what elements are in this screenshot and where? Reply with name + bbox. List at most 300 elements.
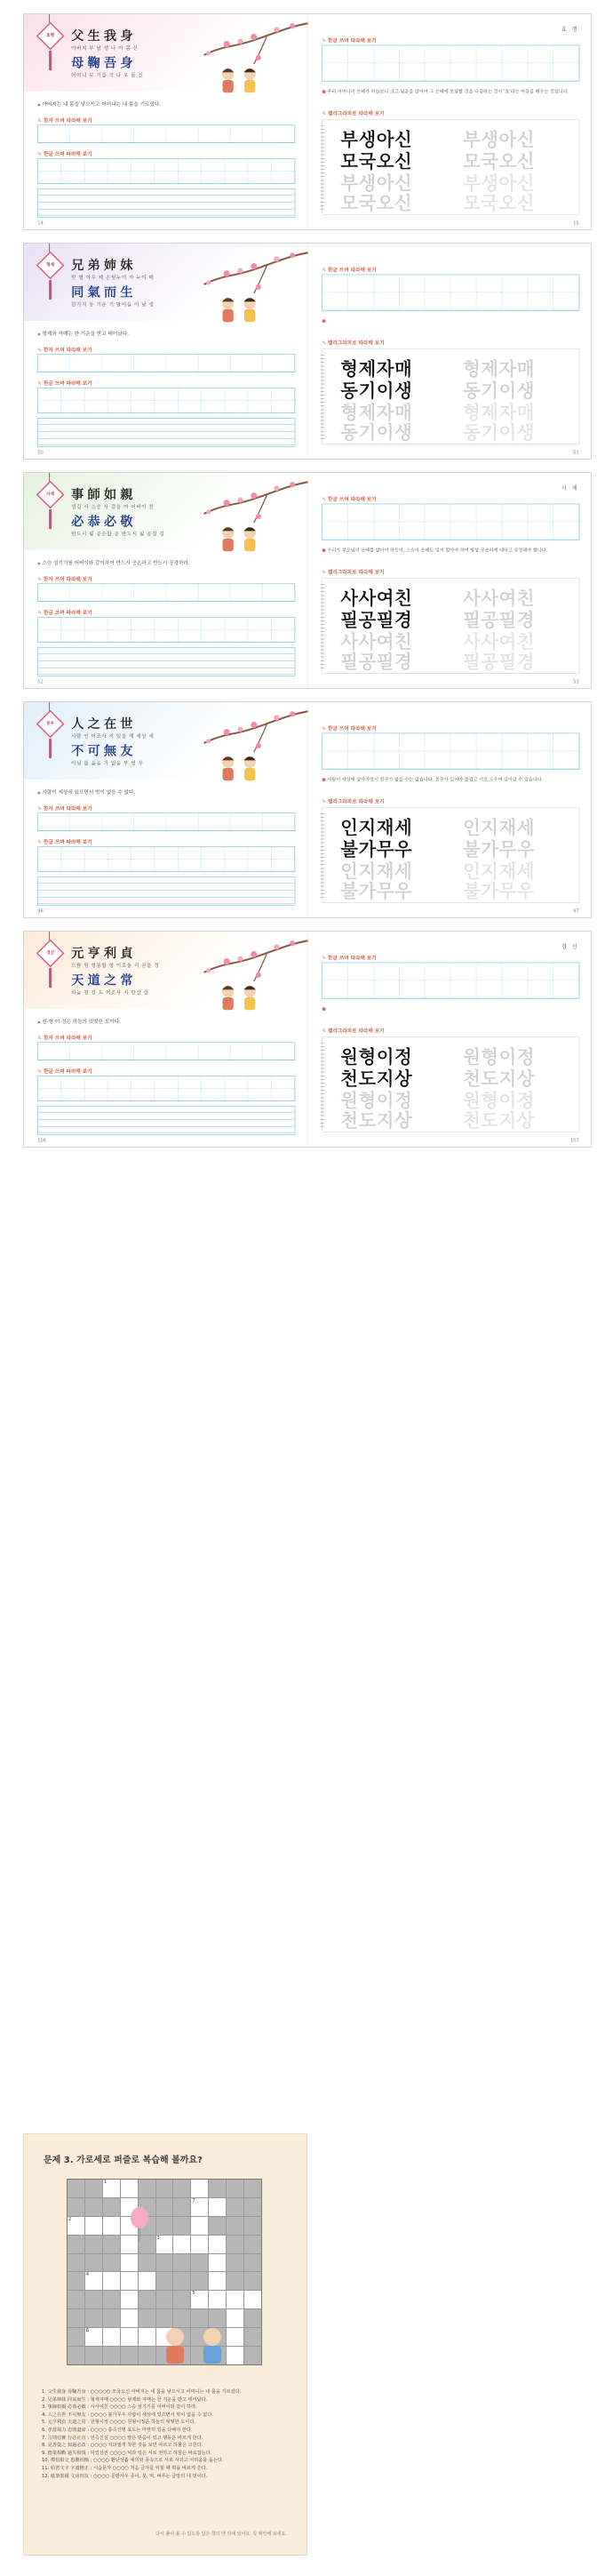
crossword-cell[interactable] bbox=[103, 2328, 120, 2346]
grid-cell[interactable] bbox=[131, 1089, 155, 1101]
grid-cell[interactable] bbox=[131, 401, 155, 413]
grid-cell[interactable] bbox=[400, 63, 426, 81]
grid-cell[interactable] bbox=[553, 980, 579, 998]
crossword-cell[interactable] bbox=[121, 2328, 138, 2346]
grid-cell[interactable] bbox=[400, 45, 426, 63]
calligraphy-trace-5[interactable]: 부생아신 bbox=[463, 172, 535, 195]
grid-cell[interactable] bbox=[108, 1089, 131, 1101]
grid-cell[interactable] bbox=[322, 751, 348, 769]
grid-cell[interactable] bbox=[528, 504, 553, 522]
grid-cell[interactable] bbox=[425, 292, 450, 310]
grid-cell[interactable] bbox=[476, 751, 502, 769]
grid-cell[interactable] bbox=[225, 860, 248, 872]
grid-cell[interactable] bbox=[528, 292, 553, 310]
grid-cell[interactable] bbox=[374, 275, 400, 292]
grid-cell[interactable] bbox=[374, 751, 400, 769]
crossword-cell[interactable] bbox=[139, 2328, 155, 2346]
grid-cell[interactable] bbox=[230, 1043, 262, 1060]
grid-cell[interactable] bbox=[400, 980, 426, 998]
grid-cell[interactable] bbox=[348, 963, 374, 980]
grid-cell[interactable] bbox=[400, 522, 426, 540]
grid-cell[interactable] bbox=[131, 630, 155, 643]
grid-cell[interactable] bbox=[84, 159, 107, 172]
grid-cell[interactable] bbox=[348, 504, 374, 522]
grid-cell[interactable] bbox=[102, 125, 134, 142]
grid-cell[interactable] bbox=[134, 1043, 166, 1060]
grid-cell[interactable] bbox=[263, 813, 295, 830]
grid-cell[interactable] bbox=[322, 45, 348, 63]
grid-cell[interactable] bbox=[166, 813, 198, 830]
calligraphy-trace-4[interactable]: 모국오신 bbox=[340, 192, 413, 214]
grid-cell[interactable] bbox=[108, 1076, 131, 1089]
crossword-cell[interactable] bbox=[209, 2254, 226, 2272]
grid-cell[interactable] bbox=[202, 172, 225, 184]
grid-cell[interactable] bbox=[476, 980, 502, 998]
grid-cell[interactable] bbox=[374, 522, 400, 540]
grid-cell[interactable] bbox=[38, 1043, 70, 1060]
grid-cell[interactable] bbox=[134, 813, 166, 830]
grid-cell[interactable] bbox=[348, 751, 374, 769]
grid-cell[interactable] bbox=[230, 355, 262, 372]
grid-cell[interactable] bbox=[131, 860, 155, 872]
grid-cell[interactable] bbox=[225, 1076, 248, 1089]
grid-cell[interactable] bbox=[84, 847, 107, 860]
grid-cell[interactable] bbox=[198, 813, 230, 830]
grid-cell[interactable] bbox=[131, 388, 155, 401]
hangul-practice-grid[interactable] bbox=[37, 617, 295, 643]
grid-cell[interactable] bbox=[425, 45, 450, 63]
grid-cell[interactable] bbox=[502, 980, 528, 998]
grid-cell[interactable] bbox=[134, 355, 166, 372]
grid-cell[interactable] bbox=[271, 630, 294, 643]
hanja-practice-grid[interactable] bbox=[37, 125, 295, 143]
calligraphy-trace-4[interactable]: 불가무우 bbox=[340, 880, 413, 902]
grid-cell[interactable] bbox=[425, 275, 450, 292]
grid-cell[interactable] bbox=[84, 618, 107, 630]
grid-cell[interactable] bbox=[400, 963, 426, 980]
grid-cell[interactable] bbox=[70, 584, 102, 601]
calligraphy-trace-1[interactable]: 형제자매 bbox=[463, 358, 535, 380]
crossword-cell[interactable] bbox=[121, 2309, 138, 2327]
grid-cell[interactable] bbox=[476, 292, 502, 310]
grid-cell[interactable] bbox=[61, 172, 84, 184]
grid-cell[interactable] bbox=[425, 504, 450, 522]
grid-cell[interactable] bbox=[400, 751, 426, 769]
grid-cell[interactable] bbox=[102, 1043, 134, 1060]
grid-cell[interactable] bbox=[202, 1089, 225, 1101]
grid-cell[interactable] bbox=[155, 388, 178, 401]
grid-cell[interactable] bbox=[348, 63, 374, 81]
calligraphy-notebook[interactable] bbox=[322, 578, 579, 673]
grid-cell[interactable] bbox=[61, 1089, 84, 1101]
grid-cell[interactable] bbox=[131, 172, 155, 184]
grid-cell[interactable] bbox=[528, 733, 553, 751]
grid-cell[interactable] bbox=[271, 618, 294, 630]
grid-cell[interactable] bbox=[322, 963, 348, 980]
grid-cell[interactable] bbox=[70, 813, 102, 830]
grid-cell[interactable] bbox=[502, 63, 528, 81]
calligraphy-trace-1[interactable]: 부생아신 bbox=[463, 129, 535, 151]
writing-lines[interactable] bbox=[37, 876, 295, 906]
hanja-practice-grid[interactable] bbox=[37, 1043, 295, 1060]
right-practice-grid[interactable] bbox=[322, 504, 579, 540]
grid-cell[interactable] bbox=[61, 847, 84, 860]
grid-cell[interactable] bbox=[155, 1076, 178, 1089]
grid-cell[interactable] bbox=[553, 963, 579, 980]
crossword-cell[interactable] bbox=[173, 2236, 190, 2253]
grid-cell[interactable] bbox=[134, 584, 166, 601]
grid-cell[interactable] bbox=[450, 504, 476, 522]
grid-cell[interactable] bbox=[38, 813, 70, 830]
calligraphy-trace-2[interactable]: 동기이생 bbox=[463, 380, 535, 402]
grid-cell[interactable] bbox=[322, 504, 348, 522]
grid-cell[interactable] bbox=[108, 159, 131, 172]
calligraphy-trace-5[interactable]: 인지재세 bbox=[463, 860, 535, 883]
grid-cell[interactable] bbox=[225, 618, 248, 630]
grid-cell[interactable] bbox=[155, 401, 178, 413]
grid-cell[interactable] bbox=[178, 172, 201, 184]
grid-cell[interactable] bbox=[528, 751, 553, 769]
grid-cell[interactable] bbox=[553, 275, 579, 292]
calligraphy-notebook[interactable] bbox=[322, 807, 579, 902]
grid-cell[interactable] bbox=[374, 963, 400, 980]
grid-cell[interactable] bbox=[155, 618, 178, 630]
grid-cell[interactable] bbox=[38, 584, 70, 601]
grid-cell[interactable] bbox=[61, 618, 84, 630]
grid-cell[interactable] bbox=[38, 172, 61, 184]
grid-cell[interactable] bbox=[248, 847, 271, 860]
grid-cell[interactable] bbox=[271, 172, 294, 184]
grid-cell[interactable] bbox=[425, 63, 450, 81]
grid-cell[interactable] bbox=[155, 630, 178, 643]
grid-cell[interactable] bbox=[476, 275, 502, 292]
hangul-practice-grid[interactable] bbox=[37, 1076, 295, 1101]
crossword-cell[interactable] bbox=[121, 2254, 138, 2272]
grid-cell[interactable] bbox=[38, 860, 61, 872]
grid-cell[interactable] bbox=[166, 1043, 198, 1060]
grid-cell[interactable] bbox=[61, 860, 84, 872]
grid-cell[interactable] bbox=[38, 1076, 61, 1089]
calligraphy-trace-4[interactable]: 필공필경 bbox=[340, 651, 413, 673]
grid-cell[interactable] bbox=[374, 63, 400, 81]
grid-cell[interactable] bbox=[38, 630, 61, 643]
grid-cell[interactable] bbox=[131, 1076, 155, 1089]
grid-cell[interactable] bbox=[322, 980, 348, 998]
grid-cell[interactable] bbox=[502, 275, 528, 292]
right-practice-grid[interactable] bbox=[322, 275, 579, 311]
crossword-cell[interactable] bbox=[209, 2236, 226, 2253]
grid-cell[interactable] bbox=[178, 618, 201, 630]
grid-cell[interactable] bbox=[502, 963, 528, 980]
grid-cell[interactable] bbox=[178, 159, 201, 172]
crossword-cell[interactable] bbox=[103, 2180, 120, 2197]
grid-cell[interactable] bbox=[450, 63, 476, 81]
grid-cell[interactable] bbox=[263, 355, 295, 372]
calligraphy-trace-6[interactable]: 불가무우 bbox=[463, 880, 535, 902]
crossword-cell[interactable] bbox=[103, 2272, 120, 2290]
hanja-practice-grid[interactable] bbox=[37, 813, 295, 831]
grid-cell[interactable] bbox=[502, 733, 528, 751]
grid-cell[interactable] bbox=[178, 860, 201, 872]
calligraphy-trace-3[interactable]: 인지재세 bbox=[340, 860, 413, 883]
crossword-cell[interactable] bbox=[191, 2198, 208, 2216]
grid-cell[interactable] bbox=[155, 159, 178, 172]
calligraphy-trace-6[interactable]: 모국오신 bbox=[463, 192, 535, 214]
grid-cell[interactable] bbox=[348, 733, 374, 751]
grid-cell[interactable] bbox=[348, 275, 374, 292]
grid-cell[interactable] bbox=[198, 1043, 230, 1060]
crossword-cell[interactable] bbox=[156, 2236, 173, 2253]
grid-cell[interactable] bbox=[178, 388, 201, 401]
grid-cell[interactable] bbox=[450, 275, 476, 292]
calligraphy-notebook[interactable] bbox=[322, 119, 579, 214]
grid-cell[interactable] bbox=[502, 504, 528, 522]
grid-cell[interactable] bbox=[425, 963, 450, 980]
grid-cell[interactable] bbox=[108, 618, 131, 630]
grid-cell[interactable] bbox=[70, 125, 102, 142]
grid-cell[interactable] bbox=[225, 172, 248, 184]
right-practice-grid[interactable] bbox=[322, 963, 579, 999]
grid-cell[interactable] bbox=[374, 980, 400, 998]
grid-cell[interactable] bbox=[61, 401, 84, 413]
grid-cell[interactable] bbox=[528, 522, 553, 540]
calligraphy-trace-6[interactable]: 필공필경 bbox=[463, 651, 535, 673]
grid-cell[interactable] bbox=[108, 847, 131, 860]
grid-cell[interactable] bbox=[38, 847, 61, 860]
grid-cell[interactable] bbox=[450, 292, 476, 310]
grid-cell[interactable] bbox=[202, 618, 225, 630]
calligraphy-trace-2[interactable]: 필공필경 bbox=[463, 609, 535, 631]
grid-cell[interactable] bbox=[271, 388, 294, 401]
grid-cell[interactable] bbox=[553, 504, 579, 522]
calligraphy-notebook[interactable] bbox=[322, 348, 579, 444]
grid-cell[interactable] bbox=[476, 963, 502, 980]
grid-cell[interactable] bbox=[450, 751, 476, 769]
calligraphy-trace-5[interactable]: 사사여친 bbox=[463, 631, 535, 653]
calligraphy-trace-5[interactable]: 원형이정 bbox=[463, 1090, 535, 1112]
grid-cell[interactable] bbox=[61, 159, 84, 172]
calligraphy-trace-2[interactable]: 불가무우 bbox=[463, 838, 535, 860]
right-practice-grid[interactable] bbox=[322, 45, 579, 82]
grid-cell[interactable] bbox=[248, 1076, 271, 1089]
grid-cell[interactable] bbox=[108, 172, 131, 184]
grid-cell[interactable] bbox=[502, 522, 528, 540]
grid-cell[interactable] bbox=[553, 292, 579, 310]
grid-cell[interactable] bbox=[155, 860, 178, 872]
grid-cell[interactable] bbox=[528, 45, 553, 63]
grid-cell[interactable] bbox=[225, 630, 248, 643]
grid-cell[interactable] bbox=[528, 63, 553, 81]
grid-cell[interactable] bbox=[102, 813, 134, 830]
grid-cell[interactable] bbox=[108, 630, 131, 643]
crossword-cell[interactable] bbox=[85, 2217, 102, 2235]
grid-cell[interactable] bbox=[322, 292, 348, 310]
grid-cell[interactable] bbox=[155, 847, 178, 860]
writing-lines[interactable] bbox=[37, 188, 295, 218]
grid-cell[interactable] bbox=[553, 733, 579, 751]
grid-cell[interactable] bbox=[202, 388, 225, 401]
grid-cell[interactable] bbox=[178, 1089, 201, 1101]
grid-cell[interactable] bbox=[425, 522, 450, 540]
grid-cell[interactable] bbox=[70, 355, 102, 372]
grid-cell[interactable] bbox=[502, 45, 528, 63]
grid-cell[interactable] bbox=[476, 45, 502, 63]
grid-cell[interactable] bbox=[84, 401, 107, 413]
writing-lines[interactable] bbox=[37, 418, 295, 447]
grid-cell[interactable] bbox=[400, 733, 426, 751]
grid-cell[interactable] bbox=[271, 1089, 294, 1101]
grid-cell[interactable] bbox=[166, 125, 198, 142]
grid-cell[interactable] bbox=[476, 504, 502, 522]
grid-cell[interactable] bbox=[108, 401, 131, 413]
grid-cell[interactable] bbox=[131, 618, 155, 630]
grid-cell[interactable] bbox=[198, 125, 230, 142]
grid-cell[interactable] bbox=[450, 980, 476, 998]
grid-cell[interactable] bbox=[230, 813, 262, 830]
grid-cell[interactable] bbox=[248, 401, 271, 413]
grid-cell[interactable] bbox=[198, 584, 230, 601]
grid-cell[interactable] bbox=[38, 1089, 61, 1101]
grid-cell[interactable] bbox=[155, 1089, 178, 1101]
grid-cell[interactable] bbox=[374, 504, 400, 522]
calligraphy-trace-3[interactable]: 원형이정 bbox=[340, 1090, 413, 1112]
grid-cell[interactable] bbox=[102, 584, 134, 601]
grid-cell[interactable] bbox=[178, 1076, 201, 1089]
grid-cell[interactable] bbox=[348, 522, 374, 540]
grid-cell[interactable] bbox=[400, 275, 426, 292]
calligraphy-trace-3[interactable]: 사사여친 bbox=[340, 631, 413, 653]
grid-cell[interactable] bbox=[400, 504, 426, 522]
grid-cell[interactable] bbox=[374, 45, 400, 63]
grid-cell[interactable] bbox=[374, 292, 400, 310]
grid-cell[interactable] bbox=[425, 733, 450, 751]
crossword-cell[interactable] bbox=[103, 2217, 120, 2235]
grid-cell[interactable] bbox=[178, 401, 201, 413]
grid-cell[interactable] bbox=[38, 401, 61, 413]
calligraphy-trace-4[interactable]: 동기이생 bbox=[340, 421, 413, 444]
grid-cell[interactable] bbox=[38, 159, 61, 172]
calligraphy-trace-3[interactable]: 형제자매 bbox=[340, 402, 413, 424]
calligraphy-trace-6[interactable]: 동기이생 bbox=[463, 421, 535, 444]
grid-cell[interactable] bbox=[248, 630, 271, 643]
crossword-cell[interactable] bbox=[191, 2291, 208, 2308]
grid-cell[interactable] bbox=[38, 125, 70, 142]
right-practice-grid[interactable] bbox=[322, 733, 579, 770]
grid-cell[interactable] bbox=[61, 388, 84, 401]
grid-cell[interactable] bbox=[553, 522, 579, 540]
grid-cell[interactable] bbox=[248, 860, 271, 872]
crossword-cell[interactable] bbox=[209, 2291, 226, 2308]
grid-cell[interactable] bbox=[202, 630, 225, 643]
grid-cell[interactable] bbox=[248, 172, 271, 184]
grid-cell[interactable] bbox=[348, 45, 374, 63]
grid-cell[interactable] bbox=[553, 751, 579, 769]
grid-cell[interactable] bbox=[84, 630, 107, 643]
calligraphy-trace-4[interactable]: 천도지상 bbox=[340, 1109, 413, 1132]
grid-cell[interactable] bbox=[248, 1089, 271, 1101]
grid-cell[interactable] bbox=[84, 860, 107, 872]
grid-cell[interactable] bbox=[38, 388, 61, 401]
grid-cell[interactable] bbox=[248, 388, 271, 401]
writing-lines[interactable] bbox=[37, 647, 295, 676]
grid-cell[interactable] bbox=[348, 980, 374, 998]
grid-cell[interactable] bbox=[271, 159, 294, 172]
grid-cell[interactable] bbox=[225, 401, 248, 413]
grid-cell[interactable] bbox=[322, 733, 348, 751]
grid-cell[interactable] bbox=[528, 980, 553, 998]
grid-cell[interactable] bbox=[61, 630, 84, 643]
grid-cell[interactable] bbox=[400, 292, 426, 310]
crossword-cell[interactable] bbox=[244, 2291, 261, 2308]
grid-cell[interactable] bbox=[202, 860, 225, 872]
grid-cell[interactable] bbox=[450, 522, 476, 540]
grid-cell[interactable] bbox=[476, 733, 502, 751]
grid-cell[interactable] bbox=[134, 125, 166, 142]
hangul-practice-grid[interactable] bbox=[37, 158, 295, 184]
grid-cell[interactable] bbox=[502, 751, 528, 769]
calligraphy-trace-1[interactable]: 원형이정 bbox=[463, 1046, 535, 1068]
calligraphy-trace-1[interactable]: 사사여친 bbox=[463, 588, 535, 610]
crossword-cell[interactable] bbox=[227, 2291, 243, 2308]
calligraphy-trace-2[interactable]: 천도지상 bbox=[463, 1068, 535, 1090]
hanja-practice-grid[interactable] bbox=[37, 584, 295, 602]
crossword-cell[interactable] bbox=[191, 2217, 208, 2235]
writing-lines[interactable] bbox=[37, 1106, 295, 1135]
grid-cell[interactable] bbox=[374, 733, 400, 751]
grid-cell[interactable] bbox=[502, 292, 528, 310]
grid-cell[interactable] bbox=[476, 63, 502, 81]
calligraphy-trace-3[interactable]: 부생아신 bbox=[340, 172, 413, 195]
grid-cell[interactable] bbox=[263, 1043, 295, 1060]
grid-cell[interactable] bbox=[202, 1076, 225, 1089]
grid-cell[interactable] bbox=[425, 751, 450, 769]
grid-cell[interactable] bbox=[84, 1076, 107, 1089]
grid-cell[interactable] bbox=[225, 159, 248, 172]
grid-cell[interactable] bbox=[166, 584, 198, 601]
grid-cell[interactable] bbox=[84, 388, 107, 401]
grid-cell[interactable] bbox=[450, 45, 476, 63]
grid-cell[interactable] bbox=[248, 159, 271, 172]
grid-cell[interactable] bbox=[225, 1089, 248, 1101]
crossword-cell[interactable] bbox=[121, 2291, 138, 2308]
grid-cell[interactable] bbox=[198, 355, 230, 372]
grid-cell[interactable] bbox=[202, 159, 225, 172]
grid-cell[interactable] bbox=[263, 125, 295, 142]
calligraphy-notebook[interactable] bbox=[322, 1036, 579, 1132]
grid-cell[interactable] bbox=[155, 172, 178, 184]
grid-cell[interactable] bbox=[348, 292, 374, 310]
grid-cell[interactable] bbox=[271, 847, 294, 860]
grid-cell[interactable] bbox=[528, 275, 553, 292]
crossword-cell[interactable] bbox=[85, 2272, 102, 2290]
grid-cell[interactable] bbox=[271, 1076, 294, 1089]
crossword-cell[interactable] bbox=[68, 2217, 84, 2235]
grid-cell[interactable] bbox=[553, 63, 579, 81]
hangul-practice-grid[interactable] bbox=[37, 388, 295, 413]
crossword-cell[interactable] bbox=[191, 2236, 208, 2253]
grid-cell[interactable] bbox=[450, 963, 476, 980]
grid-cell[interactable] bbox=[271, 401, 294, 413]
grid-cell[interactable] bbox=[476, 522, 502, 540]
grid-cell[interactable] bbox=[131, 159, 155, 172]
crossword-cell[interactable] bbox=[209, 2198, 226, 2216]
calligraphy-trace-1[interactable]: 인지재세 bbox=[463, 817, 535, 839]
crossword-cell[interactable] bbox=[139, 2272, 155, 2290]
crossword-cell[interactable] bbox=[191, 2180, 208, 2197]
grid-cell[interactable] bbox=[225, 847, 248, 860]
crossword-cell[interactable] bbox=[85, 2328, 102, 2346]
crossword-cell[interactable] bbox=[121, 2180, 138, 2197]
